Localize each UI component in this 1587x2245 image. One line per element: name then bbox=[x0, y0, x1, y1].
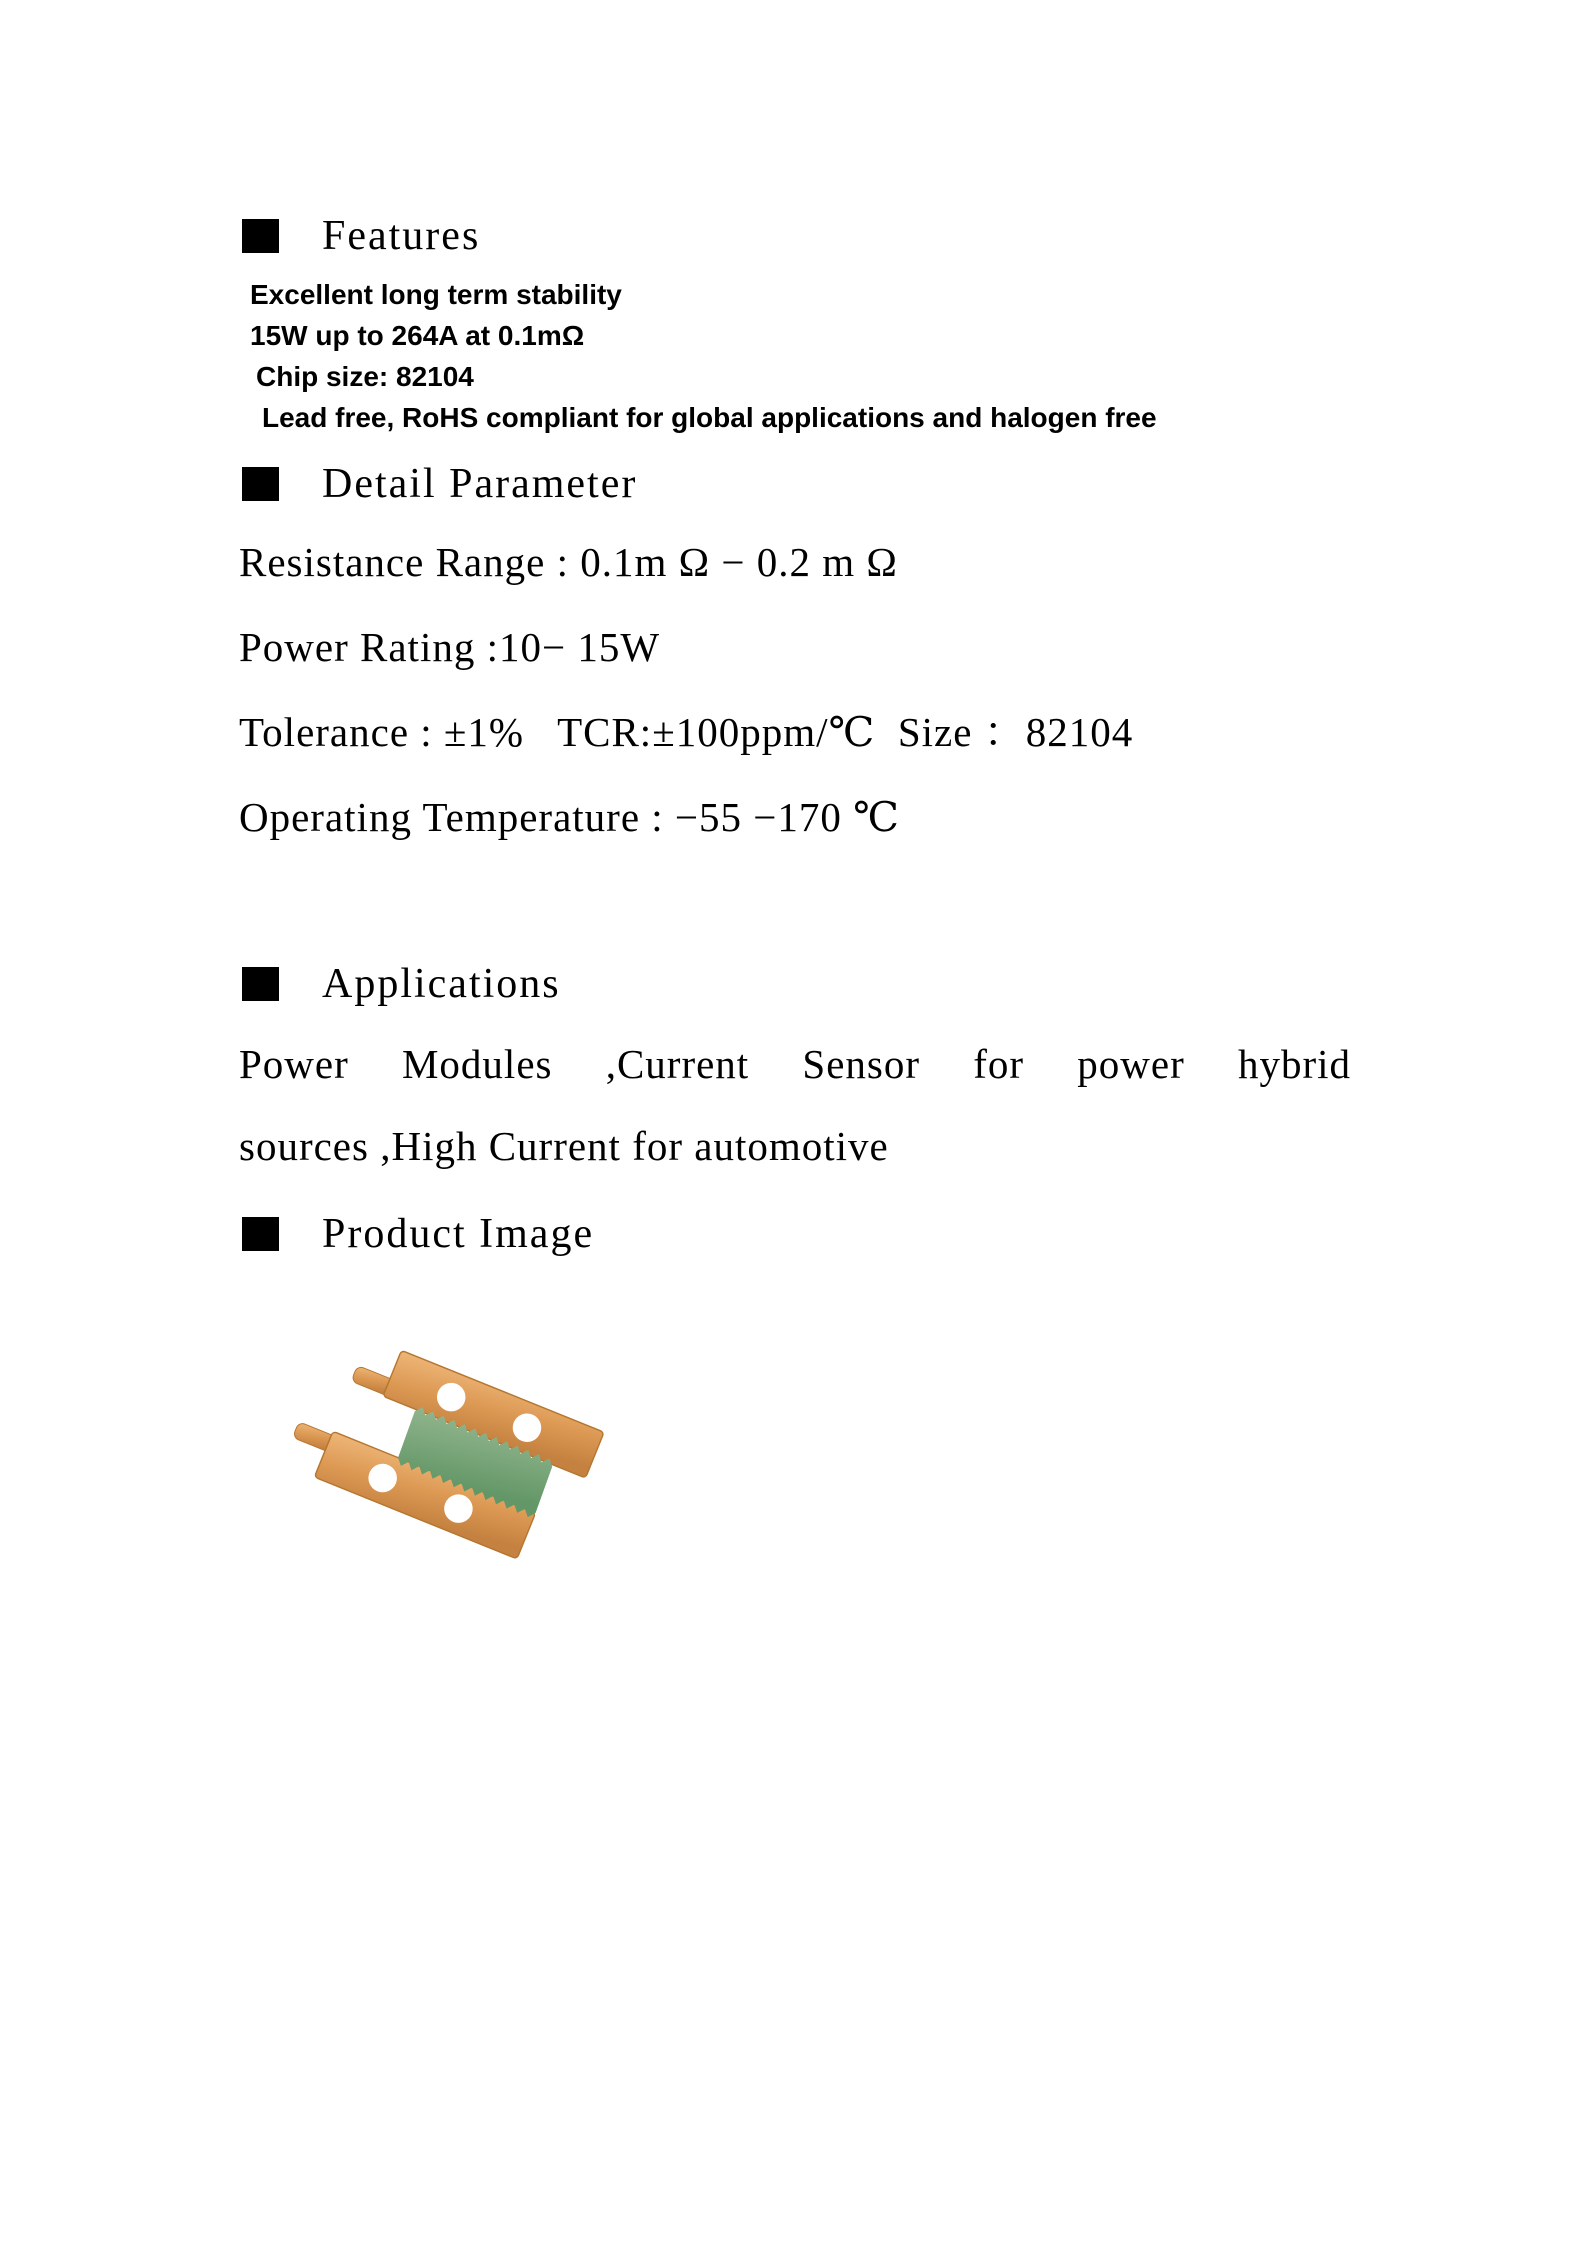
detail-parameter-heading bbox=[242, 460, 637, 508]
black-square-bullet-icon bbox=[242, 219, 279, 253]
applications-line: sources ,High Current for automotive bbox=[239, 1123, 889, 1169]
applications-line: Power Modules ,Current Sensor for power hybrid bbox=[239, 1041, 1351, 1087]
param-row-power-rating: Power Rating :10− 15W bbox=[239, 624, 661, 670]
shunt-assembly bbox=[292, 1332, 604, 1571]
feature-item: 15W up to 264A at 0.1mΩ bbox=[250, 320, 585, 351]
feature-item: Chip size: 82104 bbox=[256, 361, 474, 392]
param-row-resistance-range: Resistance Range : 0.1m Ω − 0.2 m Ω bbox=[239, 539, 898, 585]
shunt-resistor-image bbox=[292, 1332, 612, 1602]
black-square-bullet-icon bbox=[242, 1217, 279, 1251]
product-image-heading bbox=[242, 1210, 594, 1258]
features-heading bbox=[242, 212, 480, 260]
feature-item: Lead free, RoHS compliant for global applications and halogen free bbox=[262, 402, 1157, 433]
param-row-tolerance-tcr-size: Tolerance : ±1% TCR:±100ppm/℃ Size ：82104 bbox=[239, 709, 1134, 755]
black-square-bullet-icon bbox=[242, 967, 279, 1001]
product-photo bbox=[292, 1332, 612, 1602]
feature-item: Excellent long term stability bbox=[250, 279, 622, 310]
detail-parameter-heading-label: Detail Parameter bbox=[322, 461, 638, 507]
applications-heading bbox=[242, 960, 561, 1008]
applications-heading-label: Applications bbox=[322, 961, 561, 1007]
product-image-heading-label: Product Image bbox=[322, 1211, 595, 1257]
black-square-bullet-icon bbox=[242, 467, 279, 501]
features-heading-label: Features bbox=[322, 213, 481, 259]
param-row-operating-temperature: Operating Temperature : −55 −170 ℃ bbox=[239, 794, 901, 840]
